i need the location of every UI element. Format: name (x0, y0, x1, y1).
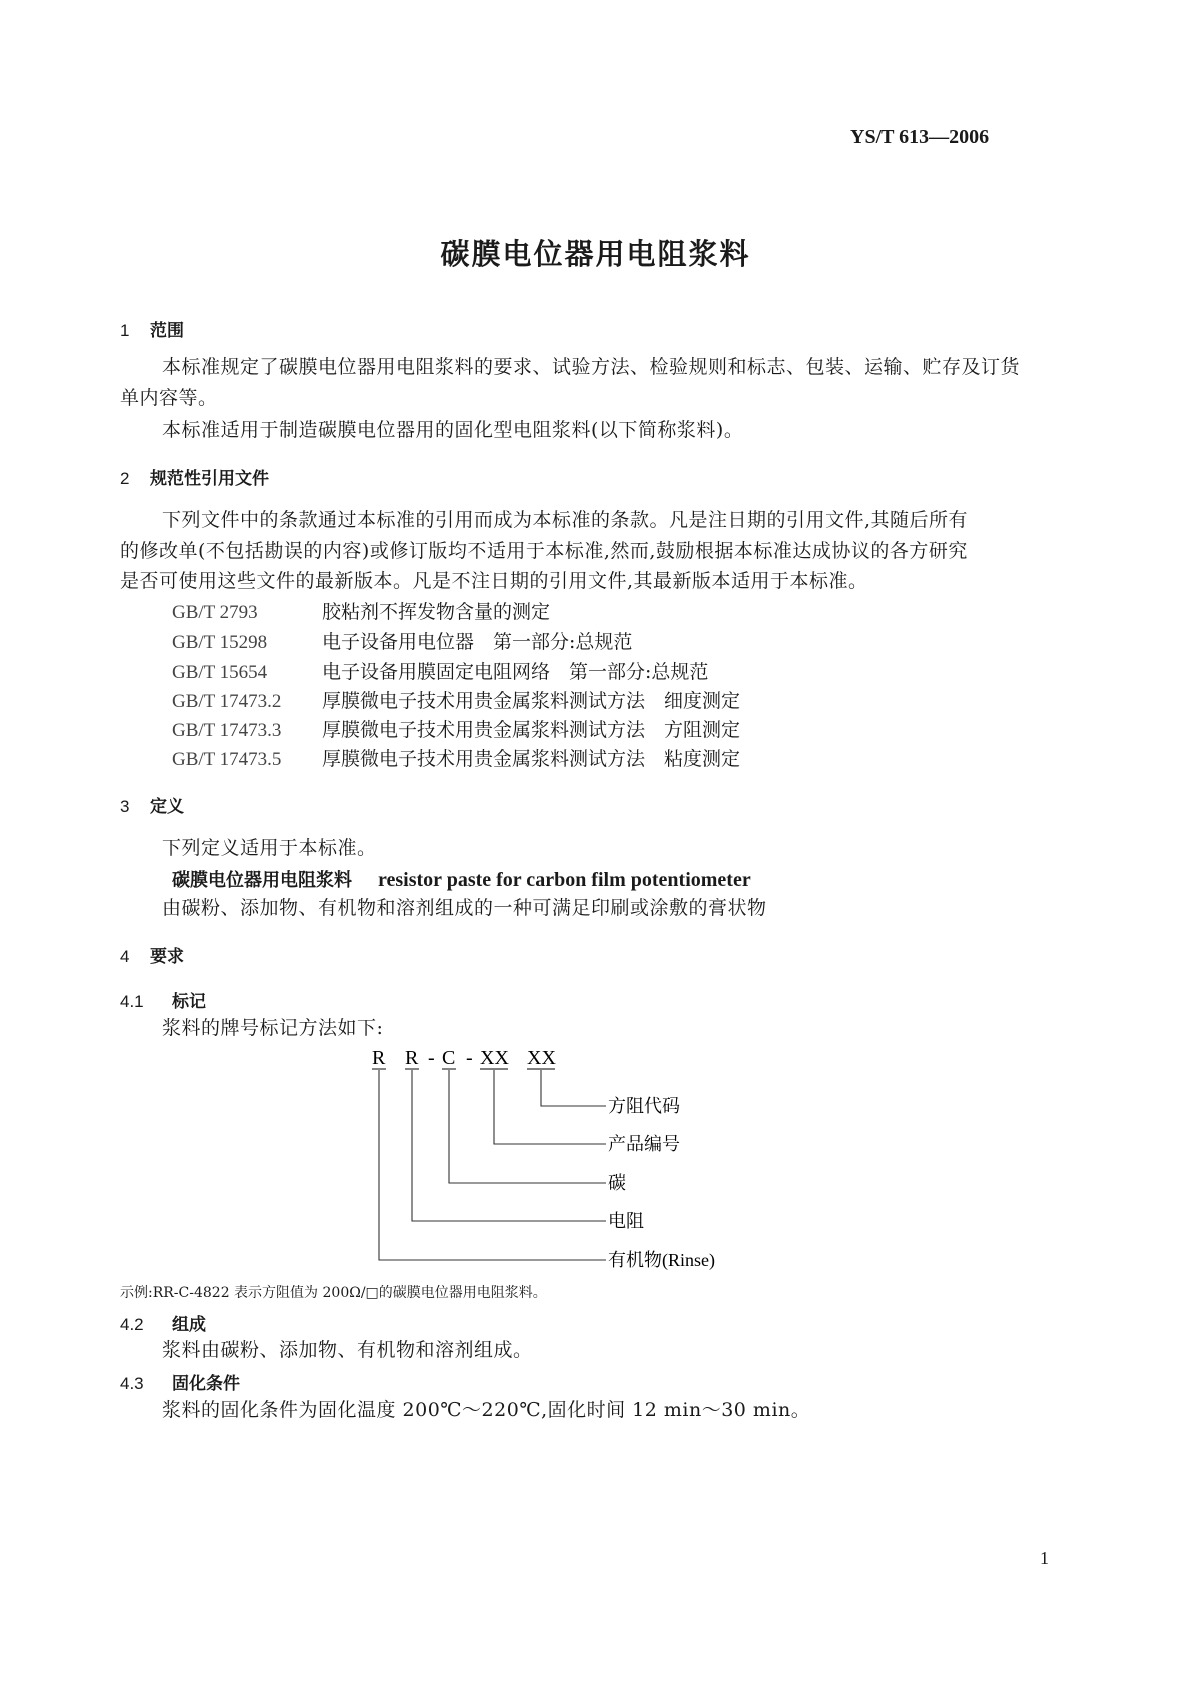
subsection-number: 4.1 (120, 992, 144, 1011)
marking-diagram (360, 1040, 760, 1280)
paragraph-line: 浆料由碳粉、添加物、有机物和溶剂组成。 (162, 1339, 533, 1361)
subsection-title: 固化条件 (172, 1374, 240, 1394)
paragraph-line: 下列定义适用于本标准。 (162, 837, 377, 859)
section-title: 定义 (150, 797, 184, 817)
reference-title: 厚膜微电子技术用贵金属浆料测试方法 细度测定 (322, 690, 741, 712)
subsection-number: 4.3 (120, 1374, 144, 1393)
paragraph-line: 下列文件中的条款通过本标准的引用而成为本标准的条款。凡是注日期的引用文件,其随后所有 (162, 509, 969, 531)
code-part: XX (527, 1047, 556, 1069)
diagram-label: 有机物(Rinse) (608, 1250, 715, 1270)
page-number: 1 (1040, 1548, 1049, 1568)
reference-code: GB/T 17473.3 (172, 720, 282, 741)
reference-title: 胶粘剂不挥发物含量的测定 (322, 601, 551, 623)
code-part: XX (480, 1047, 509, 1069)
subsection-title: 标记 (172, 992, 206, 1012)
term-entry (172, 866, 751, 892)
code-part: - (466, 1047, 473, 1069)
paragraph-line: 浆料的固化条件为固化温度 200℃～220℃,固化时间 12 min～30 min。 (162, 1399, 811, 1421)
reference-code: GB/T 2793 (172, 602, 258, 623)
section-title: 范围 (150, 321, 184, 341)
reference-item (172, 657, 708, 684)
paragraph-line: 单内容等。 (120, 387, 218, 409)
reference-item (172, 744, 740, 771)
reference-item (172, 627, 632, 654)
term-chinese: 碳膜电位器用电阻浆料 (172, 870, 352, 891)
leader-line (541, 1070, 606, 1106)
reference-code: GB/T 17473.2 (172, 691, 282, 712)
reference-code: GB/T 15654 (172, 662, 268, 683)
reference-code: GB/T 17473.5 (172, 749, 282, 770)
document-code: YS/T 613—2006 (850, 126, 990, 148)
section-number: 1 (120, 321, 130, 340)
section-title: 规范性引用文件 (150, 469, 269, 489)
reference-title: 电子设备用电位器 第一部分:总规范 (322, 631, 633, 653)
leader-line (379, 1070, 606, 1260)
section-3-heading (120, 792, 184, 817)
code-part: C (442, 1047, 456, 1069)
section-4-heading (120, 942, 184, 967)
section-2-heading (120, 464, 269, 489)
diagram-label: 碳 (608, 1173, 626, 1193)
subsection-4-2-heading (120, 1310, 206, 1335)
subsection-4-1-heading (120, 987, 206, 1012)
reference-title: 厚膜微电子技术用贵金属浆料测试方法 方阻测定 (322, 719, 741, 741)
leader-line (494, 1070, 606, 1144)
reference-item (172, 715, 740, 742)
code-part: R (372, 1047, 386, 1069)
example-note: 示例:RR-C-4822 表示方阻值为 200Ω/□的碳膜电位器用电阻浆料。 (120, 1285, 547, 1301)
reference-item (172, 597, 550, 624)
section-number: 3 (120, 797, 130, 816)
section-title: 要求 (150, 947, 184, 967)
term-definition: 由碳粉、添加物、有机物和溶剂组成的一种可满足印刷或涂敷的膏状物 (162, 897, 767, 919)
diagram-label: 方阻代码 (608, 1096, 680, 1116)
paragraph-line: 是否可使用这些文件的最新版本。凡是不注日期的引用文件,其最新版本适用于本标准。 (120, 570, 868, 592)
code-part: - (428, 1047, 435, 1069)
paragraph-line: 的修改单(不包括勘误的内容)或修订版均不适用于本标准,然而,鼓励根据本标准达成协议的各方研究 (120, 540, 968, 562)
section-1-heading (120, 316, 184, 341)
page-title: 碳膜电位器用电阻浆料 (440, 237, 751, 271)
section-number: 2 (120, 469, 130, 488)
diagram-label: 产品编号 (608, 1134, 680, 1154)
leader-line (449, 1070, 606, 1183)
paragraph-line: 本标准规定了碳膜电位器用电阻浆料的要求、试验方法、检验规则和标志、包装、运输、贮存及订货 (162, 356, 1021, 378)
code-part: R (405, 1047, 419, 1069)
reference-item (172, 686, 740, 713)
term-english: resistor paste for carbon film potentiometer (378, 869, 751, 891)
reference-title: 厚膜微电子技术用贵金属浆料测试方法 粘度测定 (322, 748, 741, 770)
reference-title: 电子设备用膜固定电阻网络 第一部分:总规范 (322, 661, 709, 683)
diagram-label: 电阻 (608, 1211, 644, 1231)
subsection-title: 组成 (172, 1315, 206, 1335)
paragraph-line: 浆料的牌号标记方法如下: (162, 1017, 384, 1039)
paragraph-line: 本标准适用于制造碳膜电位器用的固化型电阻浆料(以下简称浆料)。 (162, 419, 744, 441)
subsection-4-3-heading (120, 1369, 240, 1394)
leader-line (412, 1070, 606, 1221)
reference-code: GB/T 15298 (172, 632, 268, 653)
subsection-number: 4.2 (120, 1315, 144, 1334)
section-number: 4 (120, 947, 130, 966)
